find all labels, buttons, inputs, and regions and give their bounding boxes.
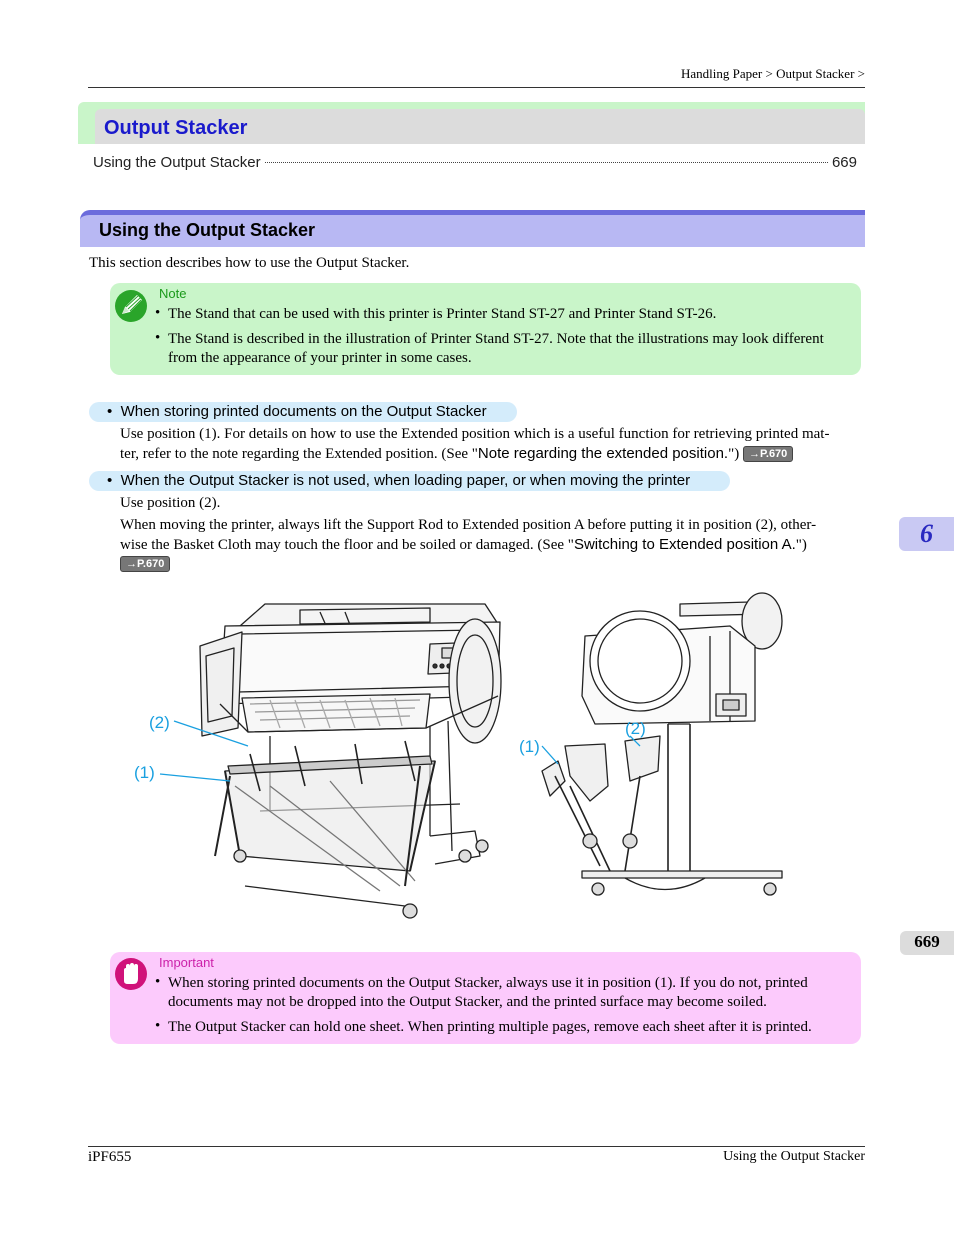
printer-front-illustration <box>130 586 510 931</box>
important-item-continued: documents may not be dropped into the Output Stacker, and the printed surface may become soiled. <box>168 994 767 1010</box>
bullet: • <box>107 403 121 420</box>
callout-position-1-front: (1) <box>134 763 155 782</box>
storing-text-line1: Use position (1). For details on how to use the Extended position which is a useful function for retrieving printed mat- <box>120 426 830 442</box>
page-ref-button[interactable]: →P.670 <box>120 556 170 572</box>
callout-position-2-side: (2) <box>625 719 646 738</box>
not-used-para1: Use position (2). <box>120 495 221 511</box>
toc-leader-dots <box>265 162 828 163</box>
footer-divider <box>88 1146 865 1147</box>
toc-entry-page[interactable]: 669 <box>831 154 857 171</box>
printer-side-illustration <box>530 586 795 901</box>
link-extended-position-a[interactable]: Switching to Extended position A. <box>573 536 796 553</box>
toc-entry[interactable] <box>93 154 857 171</box>
not-used-line2: wise the Basket Cloth may touch the floor and be soiled or damaged. (See "Switching to Extended position A.") <box>120 536 807 553</box>
footer-model: iPF655 <box>88 1149 132 1165</box>
section-intro: This section describes how to use the Output Stacker. <box>89 255 410 271</box>
breadcrumb[interactable]: Handling Paper > Output Stacker > <box>681 66 865 81</box>
page-number-tab: 669 <box>900 931 954 955</box>
section-title: Using the Output Stacker <box>99 220 316 240</box>
subheading-storing: • When storing printed documents on the Output Stacker <box>89 402 517 422</box>
callout-position-2-front: (2) <box>149 713 170 732</box>
not-used-ref-line <box>120 555 170 574</box>
bullet: • <box>155 1018 161 1034</box>
bullet: • <box>107 472 121 489</box>
storing-text-line2: ter, refer to the note regarding the Extended position. (See "Note regarding the extended position.") →P.670 <box>120 444 793 464</box>
note-item: The Stand that can be used with this printer is Printer Stand ST-27 and Printer Stand ST-26. <box>168 306 717 322</box>
note-item: The Stand is described in the illustration of Printer Stand ST-27. Note that the illustrations may look different <box>168 331 824 347</box>
toc-entry-label[interactable]: Using the Output Stacker <box>93 154 261 171</box>
chapter-tab[interactable]: 6 <box>899 517 954 551</box>
subheading-not-used: • When the Output Stacker is not used, when loading paper, or when moving the printer <box>89 471 730 491</box>
pencil-note-icon <box>114 289 148 323</box>
bullet: • <box>155 330 161 346</box>
link-extended-position[interactable]: Note regarding the extended position. <box>477 445 729 462</box>
important-item: The Output Stacker can hold one sheet. When printing multiple pages, remove each sheet after it is printed. <box>168 1019 812 1035</box>
chapter-title: Output Stacker <box>104 117 248 139</box>
note-label: Note <box>159 286 187 301</box>
footer-section: Using the Output Stacker <box>723 1149 865 1164</box>
bullet: • <box>155 305 161 321</box>
note-item-continued: from the appearance of your printer in some cases. <box>168 350 472 366</box>
page-ref-button[interactable]: →P.670 <box>743 446 793 462</box>
important-label: Important <box>159 955 214 970</box>
not-used-line1: When moving the printer, always lift the Support Rod to Extended position A before putting it in position (2), other- <box>120 517 817 533</box>
important-item: When storing printed documents on the Output Stacker, always use it in position (1). If you do not, printed <box>168 975 808 991</box>
header-divider <box>88 87 865 88</box>
hand-stop-icon <box>114 957 148 991</box>
bullet: • <box>155 974 161 990</box>
callout-position-1-side: (1) <box>519 737 540 756</box>
